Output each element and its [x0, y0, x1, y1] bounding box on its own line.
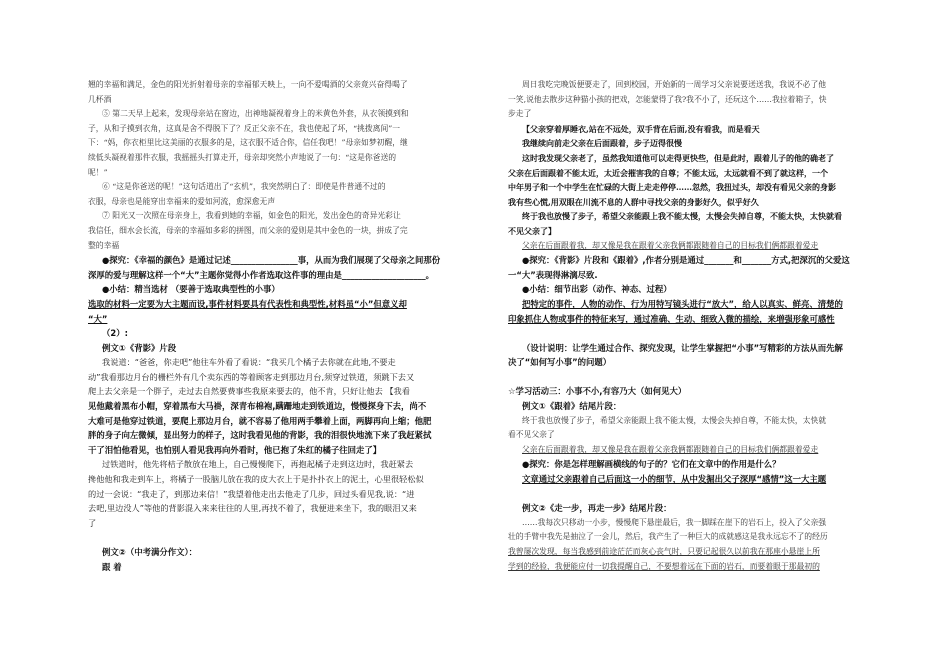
- left-text-line: 续低头凝视着那件衣服，我摇摇头打算走开，母亲却突然小声地说了一句：“这是你爸送的: [88, 152, 397, 162]
- left-text-line: 胖的身子向左微倾，显出努力的样子，这时我看见他的背影，我的泪很快地流下来了我赶紧拭: [88, 430, 432, 441]
- right-text-line: 文章通过父亲跟着自己后面这一小的细节，从中发掘出父子深厚“感情”这一大主题: [522, 474, 827, 485]
- right-text-line: 决了“如何写小事”的问题）: [508, 357, 612, 368]
- right-text-line: 父亲在后面跟着不能太近，太近会摧害我的自尊；不能太远，太远就看不到了就这样，一个: [508, 167, 828, 178]
- left-text-line: 例文②（中考满分作文）：: [102, 547, 198, 557]
- left-text-line: 动”我看那边月台的栅栏外有几个卖东西的等着顾客走到那边月台,须穿过铁道，须跳下去又: [88, 371, 415, 382]
- left-text-line: 爬上去父亲是一个胖子，走过去自然要费事些我原来要去的，他不肯，只好让他去 【我看: [88, 386, 410, 397]
- left-text-line: （2）:: [102, 328, 128, 339]
- left-text-line: 了: [88, 517, 97, 528]
- right-text-line: 看不见父亲了: [508, 430, 555, 440]
- right-text-line: 父亲在后面跟着我，却又像是我在跟着父亲我俩都跟随着自己的目标我们俩都跟着爱走: [522, 444, 819, 454]
- left-text-line: 深厚的爱与理解这样一个“大”主题你觉得小作者选取这件事的理由是____________________。: [88, 269, 435, 280]
- right-text-line: 【父亲穿着厚睡衣,站在不远处，双手背在后面,没有看我，而是看天: [522, 123, 760, 134]
- left-text-line: 我信任，细水会长流，母亲的幸福如多彩的拼图，而父亲的爱则是其中金色的一块，拼成了完: [88, 225, 408, 235]
- right-text-line: ●探究：《背影》片段和《跟着》,作者分别是通过_______和_______方式,把深沉的父爱这: [522, 255, 850, 266]
- left-text-line: 子，从和子摸到衣角，这真是舍不得脱下了？反正父亲不在，我也使起了坏，“挑拨离间”一: [88, 123, 401, 133]
- right-text-line: 一“大”表现得淋漓尽致.: [508, 269, 598, 280]
- right-text-line: 我曾屡次发现，每当我感到前途茫茫而灰心丧气时，只要记起很久以前我在那座小悬崖上所: [508, 547, 820, 556]
- left-text-line: 跟 着: [102, 561, 122, 572]
- right-text-line: ●探究：你是怎样理解画横线的句子的？它们在文章中的作用是什么？: [522, 459, 781, 470]
- right-text-line: 终于我也放慢了步子，希望父亲能跟上我不能太慢，太慢会失掉自尊，不能太快，太快就看: [522, 211, 842, 222]
- right-text-line: 终于我也放慢了步子，希望父亲能跟上我不能太慢，太慢会失掉自尊，不能太快，太快就: [522, 415, 827, 425]
- left-text-line: ⑤ 第二天早上起来，发现母亲站在窗边，出神地凝视着身上的米黄色外套，从衣领摸到和: [102, 109, 409, 119]
- left-text-line: 几杯酒: [88, 94, 112, 104]
- left-text-line: 整的幸福: [88, 240, 120, 250]
- left-text-line: 干了泪怕他看见，也怕别人看见我再向外看时，他已抱了朱红的橘子往回走了】: [88, 444, 382, 455]
- left-text-line: ⑥ “这是你爸送的呢！”这句话道出了“玄机”，我突然明白了：即使是件普通不过的: [102, 182, 386, 192]
- left-text-line: 呢！”: [88, 167, 108, 177]
- right-text-line: 学到的经验，我便能应付一切我提醒自己，不要想着远在下面的岩石，而要着眼于那最初的: [508, 561, 820, 571]
- left-text-line: 下：“妈，你衣柜里比这美丽的衣服多的是，这衣服不适合你，信任我吧！”母亲如梦初醒，继: [88, 138, 408, 148]
- left-text-line: 选取的材料一定要为大主题而设,事件材料要具有代表性和典型性,材料虽“小”但意义却: [88, 298, 407, 309]
- left-text-line: ●小结：精当选材 （要善于选取典型性的小事）: [102, 284, 280, 295]
- left-text-line: 翘的幸福和满足，金色的阳光折射着母亲的幸福郁天映上，一向不爱喝酒的父亲竟兴奋得喝了: [88, 80, 408, 89]
- left-text-line: ⑦ 阳光又一次照在母亲身上，我看到她的幸福，如金色的阳光，发出金色的奇异光彩让: [102, 211, 401, 221]
- right-text-line: 一笑,说他去散步这种猫小孩的把戏，怎能蒙得了我?我不小了，还玩这个……我拉着箱子，快: [508, 94, 827, 104]
- left-text-line: ●探究：《幸福的颜色》是通过记述________________事，从而为我们展现了父母亲之间那份: [102, 255, 441, 266]
- right-text-line: （设计说明：让学生通过合作、探究发现，让学生掌握把“小事”写精彩的方法从而先解: [522, 342, 843, 353]
- right-text-line: ●小结：细节出彩（动作、神态、过程）: [522, 284, 672, 295]
- right-text-line: 把特定的事件，人物的动作、行为用特写镜头进行“放大”，给人以真实、鲜亮、清楚的: [522, 298, 843, 309]
- right-text-line: 我继续向前走父亲在后面跟着，步子迈得很慢: [522, 138, 682, 149]
- left-text-line: 搀他他和我走到车上，将橘子一股脑儿放在我的皮大衣上于是扑扑衣上的泥土，心里很轻松似: [88, 474, 424, 485]
- left-text-line: 见他戴着黑布小帽，穿着黑布大马褂，深青布棉袍,蹒跚地走到铁道边，慢慢探身下去，尚不: [88, 401, 427, 412]
- right-text-line: ☆学习活动三：小事不小,有容乃大（如何见大）: [508, 386, 687, 397]
- right-text-line: 步走了: [508, 109, 532, 119]
- left-text-line: 大难可是他穿过铁道，要爬上那边月台，就不容易了他用两手攀着上面，两脚再向上缩；他肥: [88, 415, 432, 426]
- right-text-line: [508, 370, 886, 385]
- left-text-line: “大”: [88, 313, 108, 324]
- left-text-line: 的过一会说：“我走了，到那边来信！”我望着他走出去他走了几步，回过头看见我,说：“进: [88, 488, 415, 499]
- left-text-line: 去吧,里边没人”等他的背影混入来来往往的人里,再找不着了，我便进来坐下，我的眼泪又来: [88, 503, 417, 514]
- right-text-line: [508, 326, 886, 341]
- left-text-line: 衣服，母亲也是能穿出幸福来的爱如河流，愈深愈无声: [88, 196, 276, 206]
- right-column: [508, 78, 886, 574]
- right-text-line: 父亲在后面跟着我，却又像是我在跟着父亲我俩都跟随着自己的目标我们俩都跟着爱走: [522, 240, 819, 250]
- left-column: [88, 78, 466, 574]
- right-text-line: 印象抓住人物或事件的特征来写，通过准确、生动、细致入微的描绘，来増强形象可感性: [508, 313, 835, 324]
- right-text-line: 中年男子和一个中学生在忙碌的大街上走走停停……忽然，我扭过头，却没有看见父亲的身影: [508, 182, 836, 193]
- left-text-line: 例文①《背影》片段: [102, 342, 177, 353]
- right-text-line: 周日我吃完晚饭便要走了，回到校园，开始新的一周学习父亲说要送送我，我说不必了他: [522, 80, 827, 89]
- right-text-line: 我有些心慌,用双眼在川流不息的人群中寻找父亲的身影好久，似乎好久: [508, 196, 759, 207]
- right-text-line: 壮的手臂中我先是抽泣了一会儿，然后，我产生了一种巨大的成就感这是我永远忘不了的经历: [508, 532, 828, 542]
- right-text-line: [508, 487, 886, 502]
- right-text-line: 例文①《跟着》结尾片段：: [522, 401, 622, 412]
- right-text-line: 例文②《走一步，再走一步》结尾片段：: [522, 503, 672, 514]
- left-text-line: 我说道：“爸爸，你走吧”他往车外看了看说：“我买几个橘子去你就在此地,不要走: [102, 357, 396, 368]
- right-text-line: 这时我发现父亲老了，虽然我知道他可以走得更快些，但是此时，跟着儿子的他的确老了: [522, 152, 834, 163]
- left-text-line: 过铁道时，他先将桔子散放在地上，自己慢慢爬下，再抱起橘子走到这边时，我赶紧去: [102, 459, 414, 470]
- right-text-line: 不见父亲了】: [508, 225, 556, 236]
- left-text-line: [88, 530, 466, 545]
- right-text-line: ……我每次只移动一小步，慢慢爬下悬崖最后，我一脚踩在崖下的岩石上，投入了父亲强: [522, 517, 827, 527]
